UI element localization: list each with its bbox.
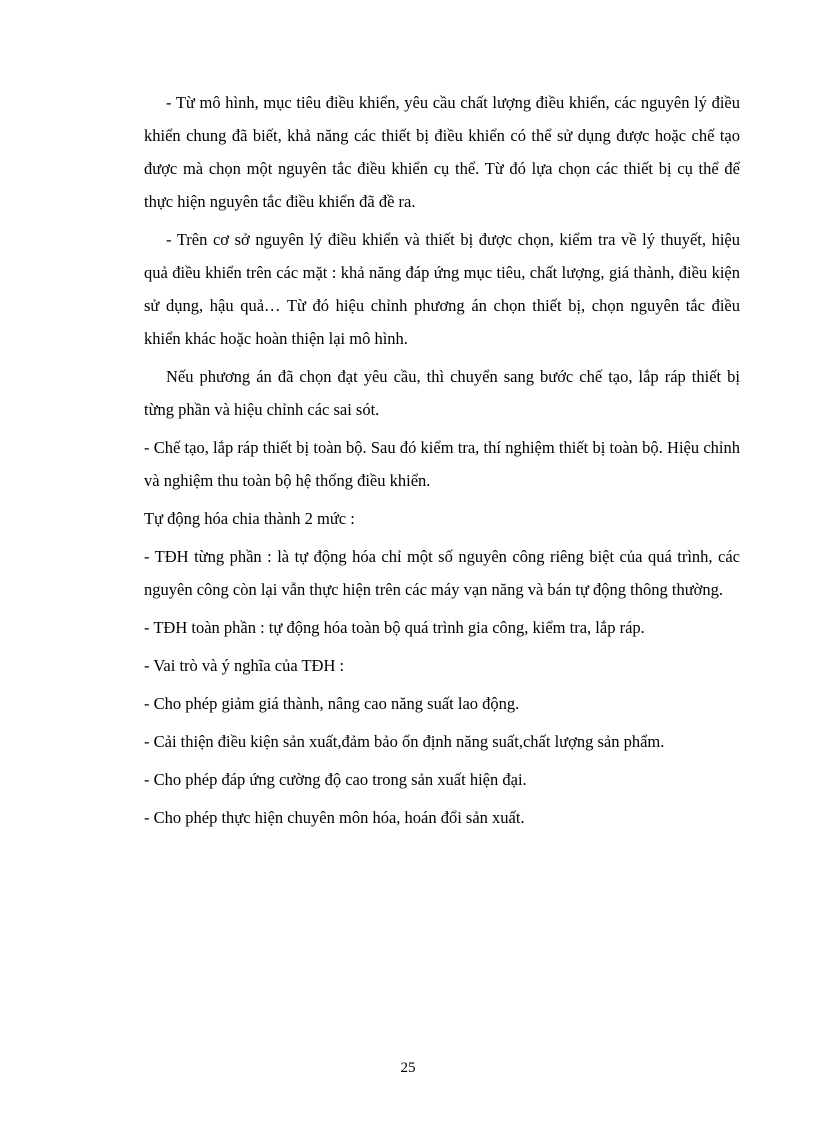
paragraph-5: Tự động hóa chia thành 2 mức : [144, 509, 355, 528]
paragraph-3: Nếu phương án đã chọn đạt yêu cầu, thì chuyển sang bước chế tạo, lắp ráp thiết bị từng phần và hiệu chỉnh các sai sót. [144, 367, 740, 419]
paragraph-4: - Chế tạo, lắp ráp thiết bị toàn bộ. Sau đó kiểm tra, thí nghiệm thiết bị toàn bộ. Hiệu chỉnh và nghiệm thu toàn bộ hệ thống điều khiển. [144, 438, 740, 490]
document-body [144, 86, 740, 834]
paragraph-11: - Cho phép đáp ứng cường độ cao trong sản xuất hiện đại. [144, 770, 527, 789]
paragraph-1: - Từ mô hình, mục tiêu điều khiển, yêu cầu chất lượng điều khiển, các nguyên lý điều khiển chung đã biết, khả năng các thiết bị điều khiển có thể sử dụng được hoặc chế tạo được mà chọn một nguyên tắc điều khiển cụ thể. Từ đó lựa chọn các thiết bị cụ thể để thực hiện nguyên tắc điều khiển đã đề ra. [144, 93, 740, 211]
paragraph-8: - Vai trò và ý nghĩa của TĐH : [144, 656, 345, 675]
paragraph-10: - Cải thiện điều kiện sản xuất,đảm bảo ổn định năng suất,chất lượng sản phẩm. [144, 732, 665, 751]
paragraph-9: - Cho phép giảm giá thành, nâng cao năng suất lao động. [144, 694, 520, 713]
paragraph-6: - TĐH từng phần : là tự động hóa chỉ một số nguyên công riêng biệt của quá trình, các nguyên công còn lại vẫn thực hiện trên các máy vạn năng và bán tự động thông thường. [144, 547, 740, 599]
paragraph-12: - Cho phép thực hiện chuyên môn hóa, hoán đổi sản xuất. [144, 808, 525, 827]
page-number: 25 [400, 1060, 416, 1076]
paragraph-7: - TĐH toàn phần : tự động hóa toàn bộ quá trình gia công, kiểm tra, lắp ráp. [144, 618, 645, 637]
paragraph-2: - Trên cơ sở nguyên lý điều khiển và thiết bị được chọn, kiểm tra về lý thuyết, hiệu quả điều khiển trên các mặt : khả năng đáp ứng mục tiêu, chất lượng, giá thành, điều kiện sử dụng, hậu quả… Từ đó hiệu chỉnh phương án chọn thiết bị, chọn nguyên tắc điều khiển khác hoặc hoàn thiện lại mô hình. [144, 230, 740, 348]
